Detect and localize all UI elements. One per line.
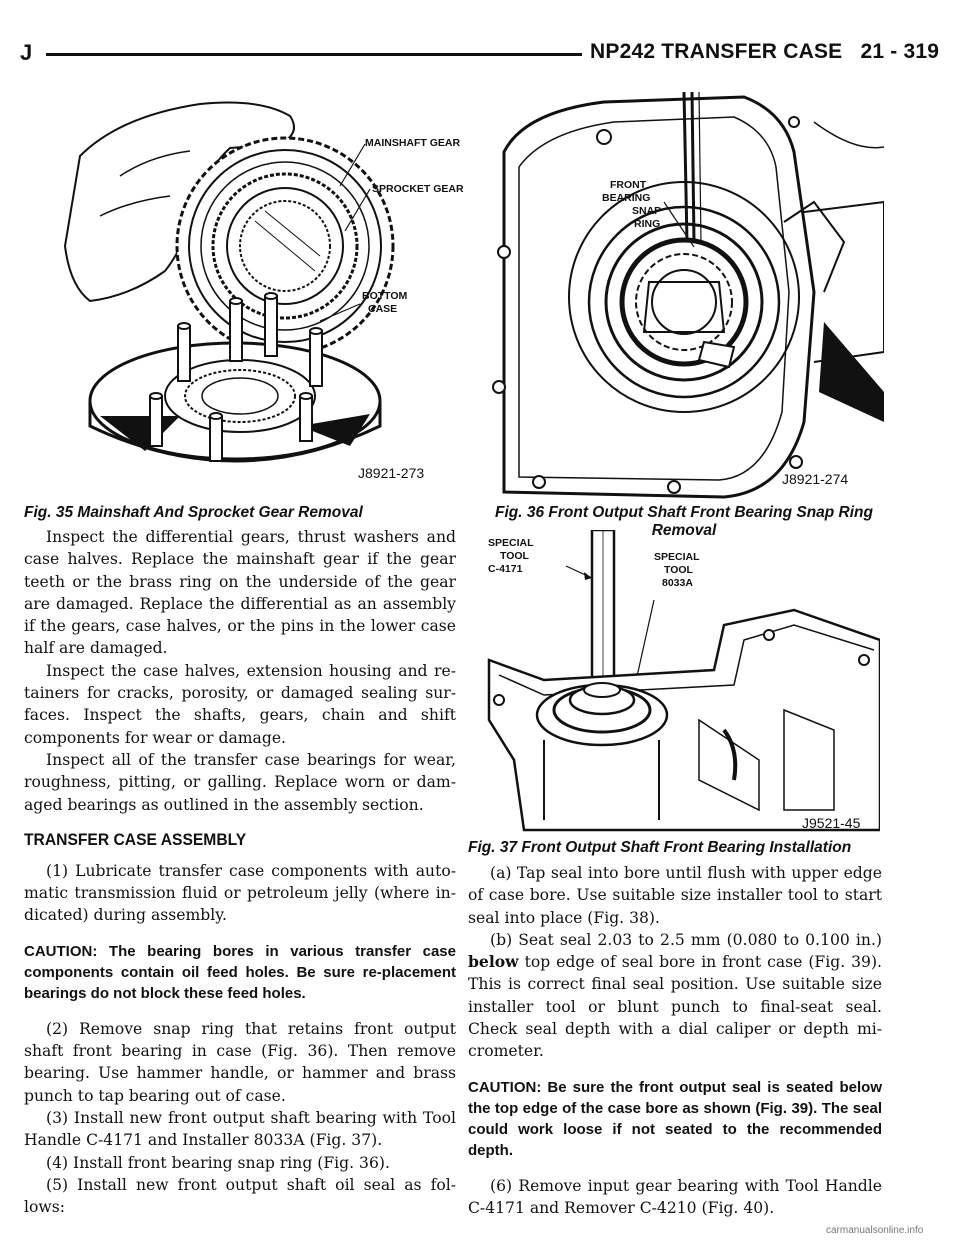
step-3: (3) Install new front output shaft bearing with Tool Handle C-4171 and Installer 8033A (Fig. 37). xyxy=(24,1108,456,1150)
step-b-emphasis: below xyxy=(468,952,519,972)
header-title: NP242 TRANSFER CASE xyxy=(590,40,843,63)
fig37-code: J9521-45 xyxy=(802,815,861,831)
step-a: (a) Tap seal into bore until flush with upper edge of case bore. Use suitable size installer tool to start seal into place (Fig. 38). xyxy=(468,864,882,927)
paragraph-differential: Inspect the differential gears, thrust washers and case halves. Replace the mainshaft gear if the gear teeth or the brass ring on the underside of the gear are damaged. Replace the differential as an assembly if the gears, case halves, or the pins in the lower case half are damaged. xyxy=(24,528,456,658)
section-letter: J xyxy=(20,40,33,65)
fig37-label-special1: SPECIAL xyxy=(488,537,534,549)
fig36-illustration xyxy=(484,92,884,502)
fig37-label-8033a: 8033A xyxy=(662,577,693,589)
fig35-caption: Fig. 35 Mainshaft And Sprocket Gear Removal xyxy=(24,504,363,521)
fig36-label-snap: SNAP xyxy=(632,205,662,217)
fig36-code: J8921-274 xyxy=(782,471,849,487)
fig36-label-front: FRONT xyxy=(610,179,647,191)
paragraph-case-halves: Inspect the case halves, extension housing and re-tainers for cracks, porosity, or damaged sealing sur-faces. Inspect the shafts, gears, chain and shift components for wear or damage. xyxy=(24,661,456,747)
fig36-caption-line2: Removal xyxy=(651,522,717,539)
caution-feed-holes: CAUTION: The bearing bores in various transfer case components contain oil feed holes. Be sure re-placement bearings do not block these feed holes. xyxy=(24,942,456,1002)
header-rule xyxy=(46,53,582,56)
paragraph-bearings: Inspect all of the transfer case bearings for wear, roughness, pitting, or galling. Replace worn or dam-aged bearings as outlined in the assembly section. xyxy=(24,750,456,814)
step-b xyxy=(468,929,882,1063)
left-column xyxy=(24,526,456,1218)
fig36-label-bearing: BEARING xyxy=(602,192,651,204)
step-4: (4) Install front bearing snap ring (Fig. 36). xyxy=(46,1153,390,1172)
fig37-caption: Fig. 37 Front Output Shaft Front Bearing Installation xyxy=(468,839,852,856)
step-2: (2) Remove snap ring that retains front output shaft front bearing in case (Fig. 36). Then remove bearing. Use hammer handle, or hammer and brass punch to tap bearing out of case. xyxy=(24,1019,456,1105)
footer-watermark: carmanualsonline.info xyxy=(826,1225,924,1236)
fig37-label-c4171: C-4171 xyxy=(488,563,523,575)
fig37-label-special2: SPECIAL xyxy=(654,551,700,563)
step-1: (1) Lubricate transfer case components with auto-matic transmission fluid or petroleum jelly (where in-dicated) during assembly. xyxy=(24,861,456,925)
step-b-prefix: (b) Seat seal 2.03 to 2.5 mm (0.080 to 0.100 in.) xyxy=(490,930,882,949)
fig35-label-bottom: BOTTOM xyxy=(362,290,408,302)
page-header xyxy=(590,40,939,64)
step-b-rest: top edge of seal bore in front case (Fig. 39). This is correct final seal position. Use suitable size installer tool or blunt punch to final-seat seal. Check seal depth with a dial caliper or depth mi-crometer. xyxy=(468,953,882,1061)
step-6: (6) Remove input gear bearing with Tool Handle C-4171 and Remover C-4210 (Fig. 40). xyxy=(468,1176,882,1217)
fig37-label-tool2: TOOL xyxy=(664,564,693,576)
fig35-label-mainshaft: MAINSHAFT GEAR xyxy=(365,137,461,149)
right-column xyxy=(468,862,882,1219)
fig35-illustration xyxy=(60,96,470,496)
fig37-label-tool1: TOOL xyxy=(500,550,529,562)
fig35-code: J8921-273 xyxy=(358,465,425,481)
caution-seal-depth: CAUTION: Be sure the front output seal is seated below the top edge of the case bore as shown (Fig. 39). The seal could work loose if not seated to the recommended depth. xyxy=(468,1078,882,1159)
fig36-label-ring: RING xyxy=(634,218,661,230)
page-number: 21 - 319 xyxy=(860,40,940,63)
fig35-label-sprocket: SPROCKET GEAR xyxy=(372,183,464,195)
fig36-caption-line1: Fig. 36 Front Output Shaft Front Bearing Snap Ring xyxy=(494,504,873,521)
step-5: (5) Install new front output shaft oil seal as fol-lows: xyxy=(24,1175,456,1217)
fig37-illustration xyxy=(484,530,880,835)
fig35-label-case: CASE xyxy=(368,303,398,315)
section-heading: TRANSFER CASE ASSEMBLY xyxy=(24,829,247,849)
